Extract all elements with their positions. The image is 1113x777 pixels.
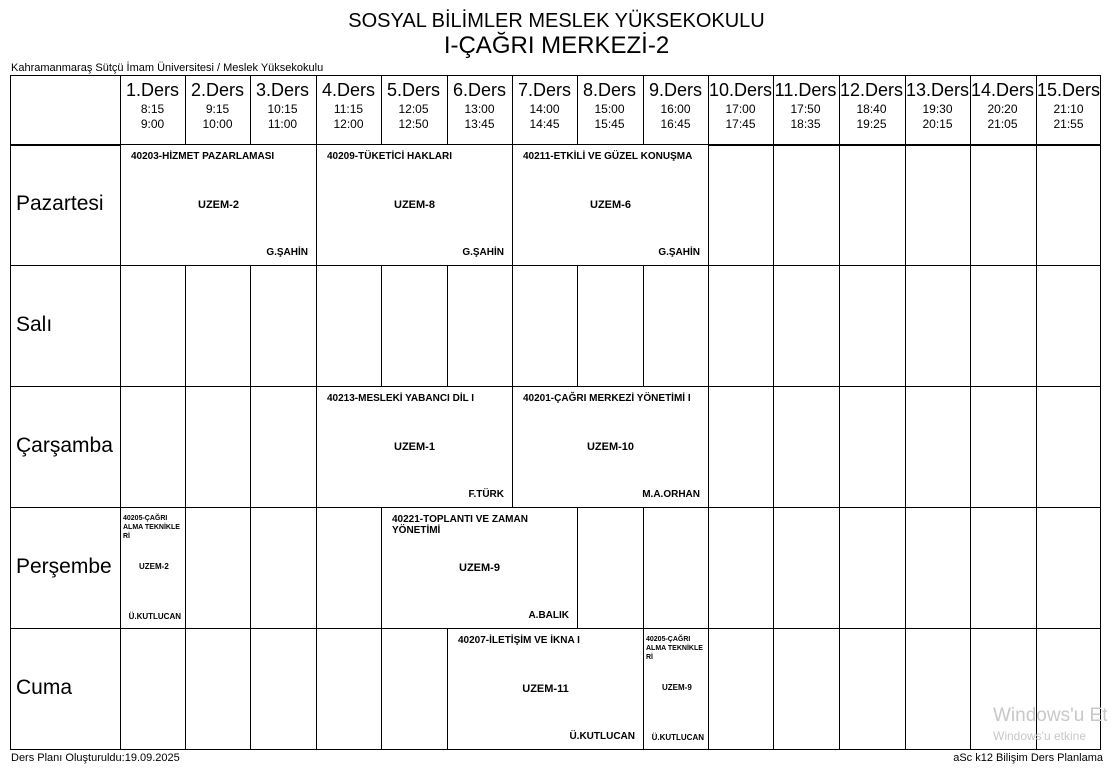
period-start-time: 14:00 [529,102,560,116]
lesson-teacher: Ü.KUTLUCAN [128,612,181,621]
period-header [250,78,315,132]
period-end-time: 11:00 [267,117,298,131]
period-end-time: 15:45 [594,117,625,131]
period-end-time: 12:00 [333,117,364,131]
period-label: 9.Ders [648,80,702,100]
period-end-time: 10:00 [202,117,233,131]
period-header [773,78,838,132]
lesson-room: UZEM-9 [459,561,500,574]
lesson-course: 40205-ÇAĞRI ALMA TEKNİKLE Rİ [646,636,703,661]
lesson-teacher: G.ŞAHİN [462,247,504,258]
lesson-room: UZEM-2 [139,561,169,571]
lesson-room: UZEM-2 [198,198,239,211]
period-label: 2.Ders [190,80,244,100]
period-label: 14.Ders [970,80,1035,100]
period-header [708,78,773,132]
period-label: 7.Ders [517,80,571,100]
period-start-time: 17:50 [790,102,821,116]
grid-column-line [970,75,971,749]
period-label: 12.Ders [839,80,904,100]
lesson-card[interactable] [120,145,317,265]
period-start-time: 13:00 [464,102,495,116]
period-start-time: 15:00 [594,102,625,116]
grid-row-line [10,265,1101,266]
period-start-time: 20:20 [987,102,1018,116]
period-label: 5.Ders [386,80,440,100]
period-header [577,78,642,132]
period-start-time: 18:40 [856,102,887,116]
period-header [643,78,708,132]
period-start-time: 11:15 [333,102,364,116]
lesson-course: 40205-ÇAĞRI ALMA TEKNİKLE Rİ [123,515,180,540]
university-name: Kahramanmaraş Sütçü İmam Üniversitesi / Meslek Yüksekokulu [11,62,324,74]
activation-watermark-title: Windows'u Et [993,705,1108,726]
lesson-course: 40209-TÜKETİCİ HAKLARI [327,151,453,162]
day-label: Salı [16,312,53,336]
day-label: Pazartesi [16,191,104,215]
lesson-course: 40211-ETKİLİ VE GÜZEL KONUŞMA [523,151,693,162]
period-end-time: 21:05 [987,117,1018,131]
period-header [970,78,1035,132]
period-header [316,78,381,132]
period-label: 10.Ders [708,80,773,100]
lesson-card[interactable] [447,629,644,749]
lesson-course: 40201-ÇAĞRI MERKEZİ YÖNETİMİ I [523,393,691,404]
lesson-course: 40221-TOPLANTI VE ZAMAN YÖNETİMİ [392,514,528,536]
period-end-time: 20:15 [922,117,953,131]
period-start-time: 16:00 [660,102,691,116]
lesson-course: 40207-İLETİŞİM VE İKNA I [458,635,580,646]
period-start-time: 10:15 [267,102,298,116]
lesson-card[interactable] [512,145,709,265]
period-header [447,78,512,132]
period-start-time: 17:00 [725,102,756,116]
period-header [185,78,250,132]
period-header [120,78,185,132]
activation-watermark-subtitle: Windows'u etkine [993,729,1086,743]
period-end-time: 18:35 [790,117,821,131]
period-label: 1.Ders [125,80,179,100]
lesson-room: UZEM-8 [394,198,435,211]
period-start-time: 19:30 [922,102,953,116]
lesson-teacher: Ü.KUTLUCAN [651,733,704,742]
lesson-card[interactable] [316,387,513,507]
lesson-teacher: F.TÜRK [468,489,504,500]
lesson-teacher: G.ŞAHİN [658,247,700,258]
period-label: 3.Ders [255,80,309,100]
period-label: 4.Ders [321,80,375,100]
lesson-course: 40203-HİZMET PAZARLAMASI [131,151,275,162]
created-date: Ders Planı Oluşturuldu:19.09.2025 [11,752,180,764]
lesson-card[interactable] [120,508,186,628]
period-end-time: 12:50 [398,117,429,131]
software-credit: aSc k12 Bilişim Ders Planlama [953,752,1103,764]
lesson-teacher: M.A.ORHAN [642,489,700,500]
grid-column-line [1036,75,1037,749]
lesson-course: 40213-MESLEKİ YABANCI DİL I [327,393,475,404]
lesson-room: UZEM-10 [586,440,635,453]
lesson-room: UZEM-6 [590,198,631,211]
grid-column-line [839,75,840,749]
lesson-teacher: A.BALIK [528,610,569,621]
period-start-time: 9:15 [205,102,230,116]
period-end-time: 21:55 [1053,117,1084,131]
period-header [381,78,446,132]
day-label: Çarşamba [16,433,113,457]
period-label: 13.Ders [905,80,970,100]
period-label: 11.Ders [774,80,837,100]
lesson-room: UZEM-1 [394,440,435,453]
lesson-card[interactable] [512,387,709,507]
institution-title: SOSYAL BİLİMLER MESLEK YÜKSEKOKULU [348,10,765,32]
day-label: Cuma [16,675,73,699]
period-end-time: 9:00 [140,117,165,131]
period-end-time: 16:45 [660,117,691,131]
grid-column-line [905,75,906,749]
period-start-time: 8:15 [140,102,165,116]
class-title: I-ÇAĞRI MERKEZİ-2 [443,32,670,59]
period-end-time: 17:45 [725,117,756,131]
period-label: 8.Ders [582,80,636,100]
lesson-card[interactable] [316,145,513,265]
lesson-room: UZEM-9 [662,682,692,692]
period-end-time: 14:45 [529,117,560,131]
period-start-time: 12:05 [398,102,429,116]
period-header [905,78,970,132]
lesson-teacher: Ü.KUTLUCAN [569,731,635,742]
period-label: 6.Ders [452,80,506,100]
lesson-card[interactable] [381,508,578,628]
period-header [839,78,904,132]
lesson-card[interactable] [643,629,709,749]
lesson-room: UZEM-11 [522,682,569,695]
period-label: 15.Ders [1036,80,1101,100]
period-header [512,78,577,132]
lesson-teacher: G.ŞAHİN [266,247,308,258]
period-header [1036,78,1101,132]
day-label: Perşembe [16,554,112,578]
grid-column-line [773,75,774,749]
period-start-time: 21:10 [1053,102,1084,116]
period-end-time: 19:25 [856,117,887,131]
period-end-time: 13:45 [464,117,495,131]
